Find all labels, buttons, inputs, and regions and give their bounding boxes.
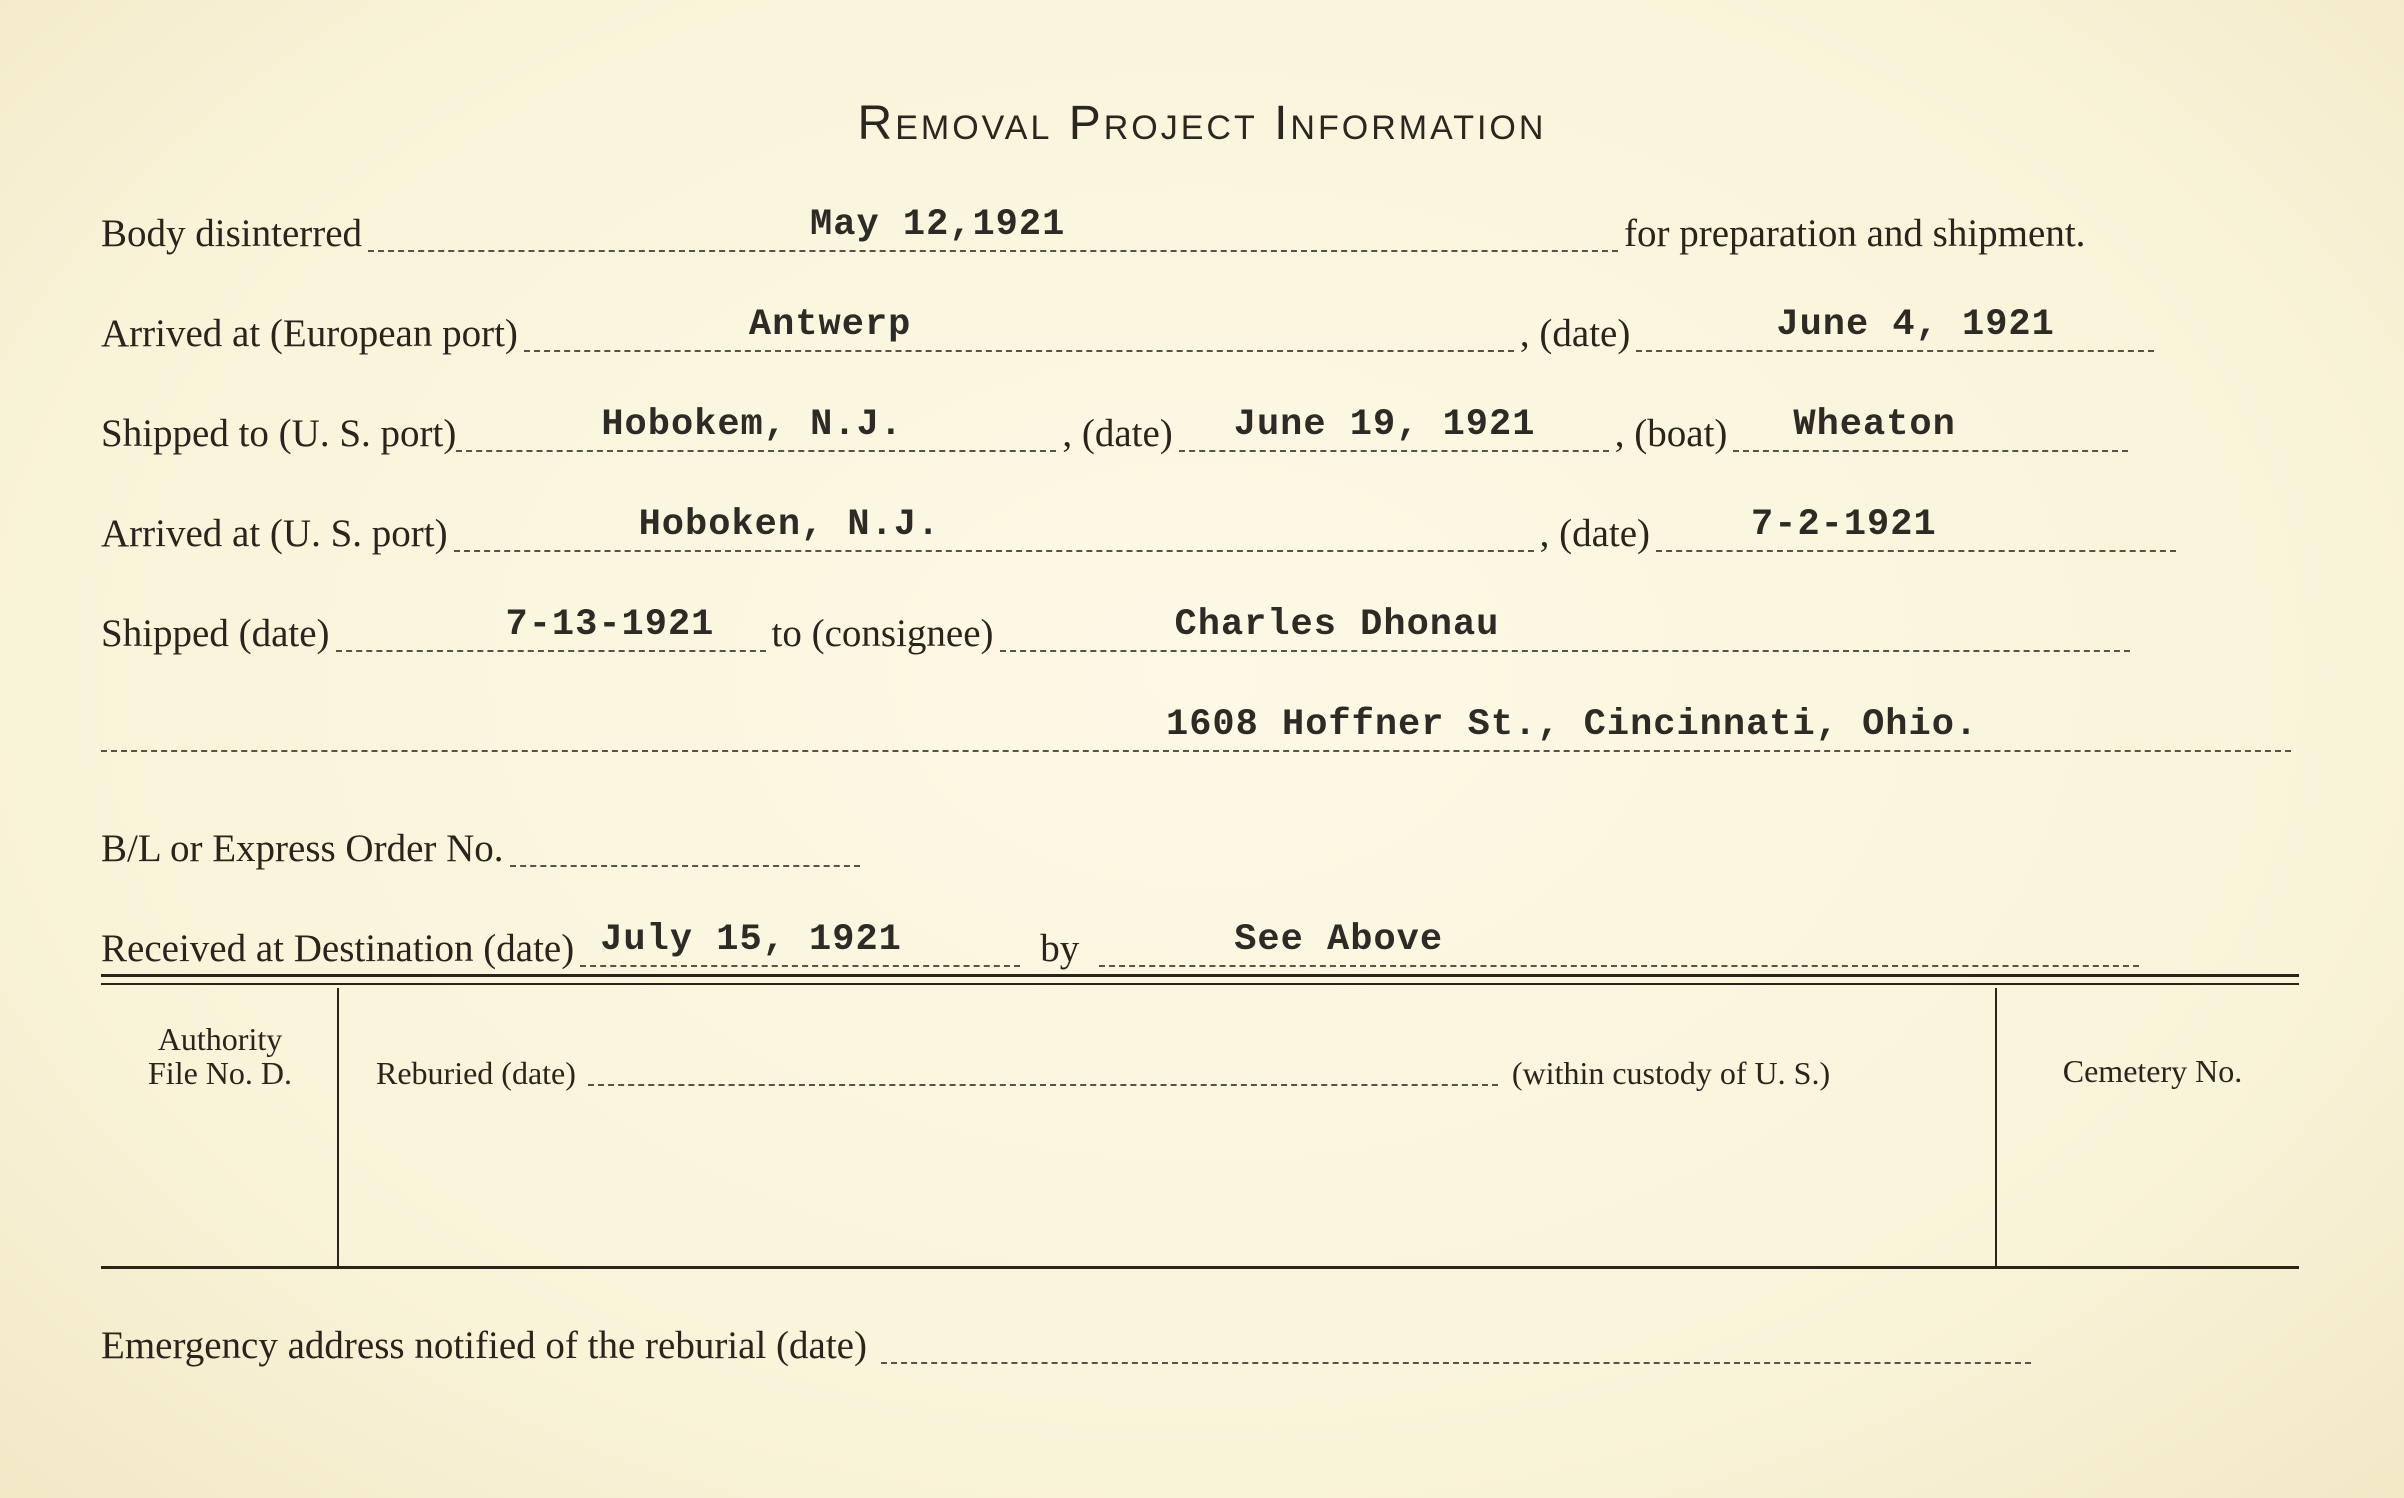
arrived-europe-date-label: , (date) bbox=[1519, 312, 1631, 355]
row-shipped-date bbox=[101, 600, 2301, 656]
address-field[interactable] bbox=[101, 706, 2291, 752]
emergency-field[interactable] bbox=[881, 1318, 2031, 1364]
cemetery-label: Cemetery No. bbox=[2062, 1053, 2243, 1089]
shipped-us-date-value: June 19, 1921 bbox=[1233, 404, 1536, 446]
arrived-europe-date-field[interactable] bbox=[1636, 306, 2154, 352]
row-emergency bbox=[101, 1312, 2301, 1368]
box-bottom-rule bbox=[101, 1266, 2299, 1269]
shipped-us-date-label: , (date) bbox=[1062, 412, 1173, 455]
arrived-us-date-value: 7-2-1921 bbox=[1751, 504, 1937, 546]
arrived-us-date-field[interactable] bbox=[1656, 506, 2176, 552]
arrived-us-port-field[interactable] bbox=[454, 506, 1534, 552]
custody-label: (within custody of U. S.) bbox=[1511, 1055, 1831, 1091]
card-title: Removal Project Information bbox=[857, 97, 1547, 150]
authority-label: Authority File No. D. bbox=[148, 1021, 292, 1091]
arrived-us-port-value: Hoboken, N.J. bbox=[638, 504, 941, 546]
row-shipped-us bbox=[101, 400, 2301, 456]
row-received bbox=[101, 915, 2301, 971]
shipped-us-label: Shipped to (U. S. port) bbox=[101, 412, 457, 455]
received-date-field[interactable] bbox=[580, 921, 1020, 967]
arrived-europe-port-value: Antwerp bbox=[748, 304, 912, 346]
shipped-date-field[interactable] bbox=[336, 606, 766, 652]
box-divider-left bbox=[337, 988, 339, 1266]
arrived-europe-label: Arrived at (European port) bbox=[101, 312, 518, 355]
row-arrived-us bbox=[101, 500, 2301, 556]
row-address bbox=[101, 700, 2301, 756]
disinterred-value: May 12,1921 bbox=[810, 204, 1066, 246]
received-label: Received at Destination (date) bbox=[101, 927, 575, 970]
box-divider-right bbox=[1995, 988, 1997, 1266]
shipped-us-boat-field[interactable] bbox=[1733, 406, 2128, 452]
received-by-value: See Above bbox=[1234, 919, 1444, 961]
arrived-europe-date-value: June 4, 1921 bbox=[1776, 304, 2055, 346]
arrived-us-label: Arrived at (U. S. port) bbox=[101, 512, 448, 555]
address-value: 1608 Hoffner St., Cincinnati, Ohio. bbox=[1166, 704, 1979, 746]
received-by-field[interactable] bbox=[1099, 921, 2139, 967]
reburied-row bbox=[376, 1048, 1976, 1092]
bl-order-field[interactable] bbox=[510, 821, 860, 867]
received-date-value: July 15, 1921 bbox=[600, 919, 902, 961]
arrived-us-date-label: , (date) bbox=[1539, 512, 1651, 555]
shipped-us-boat-value: Wheaton bbox=[1793, 404, 1956, 446]
box-top-rule-1 bbox=[101, 974, 2299, 977]
shipped-us-port-field[interactable] bbox=[456, 406, 1056, 452]
disinterred-label: Body disinterred bbox=[101, 212, 363, 255]
arrived-europe-port-field[interactable] bbox=[524, 306, 1514, 352]
shipped-us-port-value: Hobokem, N.J. bbox=[601, 404, 903, 446]
shipped-us-date-field[interactable] bbox=[1179, 406, 1609, 452]
row-arrived-europe bbox=[101, 300, 2301, 356]
consignee-label: to (consignee) bbox=[771, 612, 994, 655]
bl-order-label: B/L or Express Order No. bbox=[101, 827, 504, 870]
received-by-label: by bbox=[1040, 927, 1080, 970]
consignee-field[interactable] bbox=[1000, 606, 2130, 652]
shipped-date-label: Shipped (date) bbox=[101, 612, 330, 655]
consignee-value: Charles Dhonau bbox=[1174, 604, 1500, 646]
row-disinterred bbox=[101, 200, 2301, 256]
box-top-rule-2 bbox=[101, 983, 2299, 985]
shipped-date-value: 7-13-1921 bbox=[505, 604, 715, 646]
reburied-field[interactable] bbox=[588, 1054, 1498, 1086]
disinterred-suffix: for preparation and shipment. bbox=[1624, 212, 2086, 255]
reburied-label: Reburied (date) bbox=[376, 1055, 576, 1091]
row-bl-order bbox=[101, 815, 2301, 871]
emergency-label: Emergency address notified of the reburial (date) bbox=[101, 1324, 867, 1367]
shipped-us-boat-label: , (boat) bbox=[1614, 412, 1728, 455]
disinterred-field[interactable] bbox=[368, 206, 1618, 252]
